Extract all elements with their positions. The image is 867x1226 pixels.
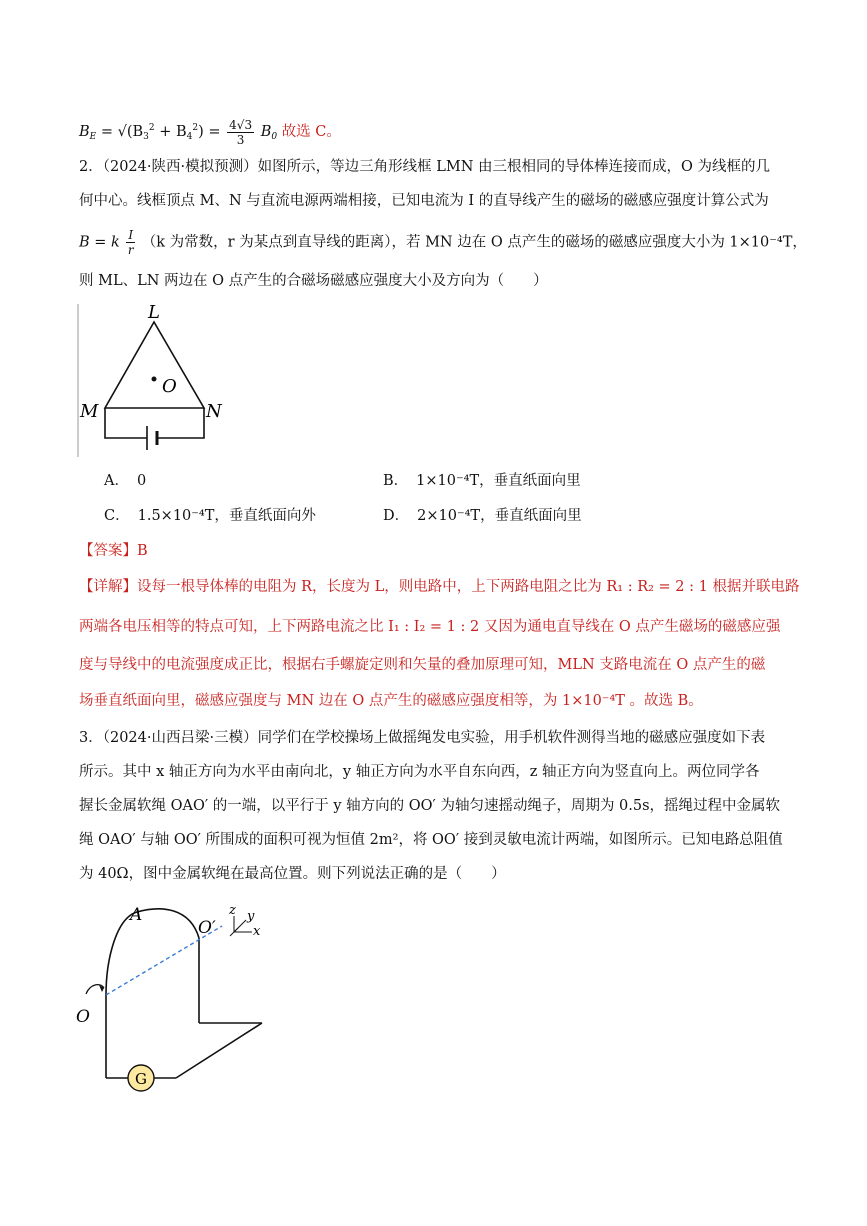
q2-line-2: 何中心。线框顶点 M、N 与直流电源两端相接，已知电流为 I 的直导线产生的磁场的磁感应强度计算公式为 bbox=[79, 193, 769, 209]
q3-line-2: 所示。其中 x 轴正方向为水平由南向北，y 轴正方向为水平自东向西，z 轴正方向为竖直向上。两位同学各 bbox=[79, 764, 760, 780]
q2-option-b: B． 1×10⁻⁴T，垂直纸面向里 bbox=[383, 473, 581, 489]
q3-line-3: 握长金属软绳 OAO′ 的一端，以平行于 y 轴方向的 OO′ 为轴匀速摇动绳子，周期为 0.5s，摇绳过程中金属软 bbox=[79, 798, 781, 814]
svg-text:x: x bbox=[253, 924, 261, 939]
fraction: $\frac{4√3}{3}$ bbox=[229, 117, 253, 147]
q2-triangle-circuit-figure bbox=[77, 300, 237, 460]
svg-text:O′: O′ bbox=[198, 918, 216, 938]
q2-detail-line-1: 【详解】设每一根导体棒的电阻为 R，长度为 L，则电路中，上下两路电阻之比为 R₁ : R₂ = 2 : 1 根据并联电路 bbox=[79, 579, 800, 595]
svg-text:A: A bbox=[130, 905, 143, 925]
q2-detail-line-3: 度与导线中的电流强度成正比，根据右手螺旋定则和矢量的叠加原理可知，MLN 支路电流在 O 点产生的磁 bbox=[79, 657, 766, 673]
q2-option-a: A． 0 bbox=[104, 473, 147, 489]
q3-line-1: 3．（2024·山西吕梁·三模）同学们在学校操场上做摇绳发电实验，用手机软件测得当地的磁感应强度如下表 bbox=[79, 730, 766, 746]
q2-detail-line-2: 两端各电压相等的特点可知，上下两路电流之比 I₁ : I₂ = 1 : 2 又因为通电直导线在 O 点产生磁场的磁感应强 bbox=[79, 619, 781, 635]
q3-rope-circuit-figure bbox=[72, 900, 292, 1100]
q2-answer: 【答案】B bbox=[79, 543, 148, 559]
carryover-formula: $B_E = √(B_3^2 + B_4^2)$ = $\frac{4√3}{3}$ $B_0$ 故选 C。 bbox=[79, 117, 341, 147]
q3-line-4: 绳 OAO′ 与轴 OO′ 所围成的面积可视为恒值 2m²，将 OO′ 接到灵敏电流计两端，如图所示。已知电路总阻值 bbox=[79, 832, 783, 848]
svg-text:M: M bbox=[80, 401, 99, 422]
q2-option-c: C． 1.5×10⁻⁴T，垂直纸面向外 bbox=[104, 508, 316, 524]
q2-line-3: B = k $\frac{I}{r}$ （k 为常数，r 为某点到直导线的距离），若 MN 边在 O 点产生的磁场的磁感应强度大小为 1×10⁻⁴T， bbox=[79, 228, 807, 257]
q3-line-5: 为 40Ω，图中金属软绳在最高位置。则下列说法正确的是（ ） bbox=[79, 866, 506, 882]
svg-text:O: O bbox=[162, 376, 177, 397]
q2-detail-line-4: 场垂直纸面向里，磁感应强度与 MN 边在 O 点产生的磁感应强度相等，为 1×10⁻⁴T 。故选 B。 bbox=[79, 693, 703, 709]
fraction: $\frac{I}{r}$ bbox=[127, 228, 134, 257]
svg-text:N: N bbox=[206, 401, 222, 422]
q2-line-1: 2．（2024·陕西·模拟预测）如图所示，等边三角形线框 LMN 由三根相同的导体棒连接而成，O 为线框的几 bbox=[79, 159, 770, 175]
svg-text:y: y bbox=[247, 909, 255, 924]
svg-text:G: G bbox=[135, 1070, 147, 1088]
carryover-conclusion: 故选 C。 bbox=[281, 124, 341, 140]
svg-text:z: z bbox=[229, 903, 236, 918]
q2-line-4: 则 ML、LN 两边在 O 点产生的合磁场磁感应强度大小及方向为（ ） bbox=[79, 273, 548, 289]
svg-text:O: O bbox=[76, 1007, 90, 1027]
q2-option-d: D． 2×10⁻⁴T，垂直纸面向里 bbox=[383, 508, 582, 524]
svg-text:L: L bbox=[148, 302, 160, 323]
